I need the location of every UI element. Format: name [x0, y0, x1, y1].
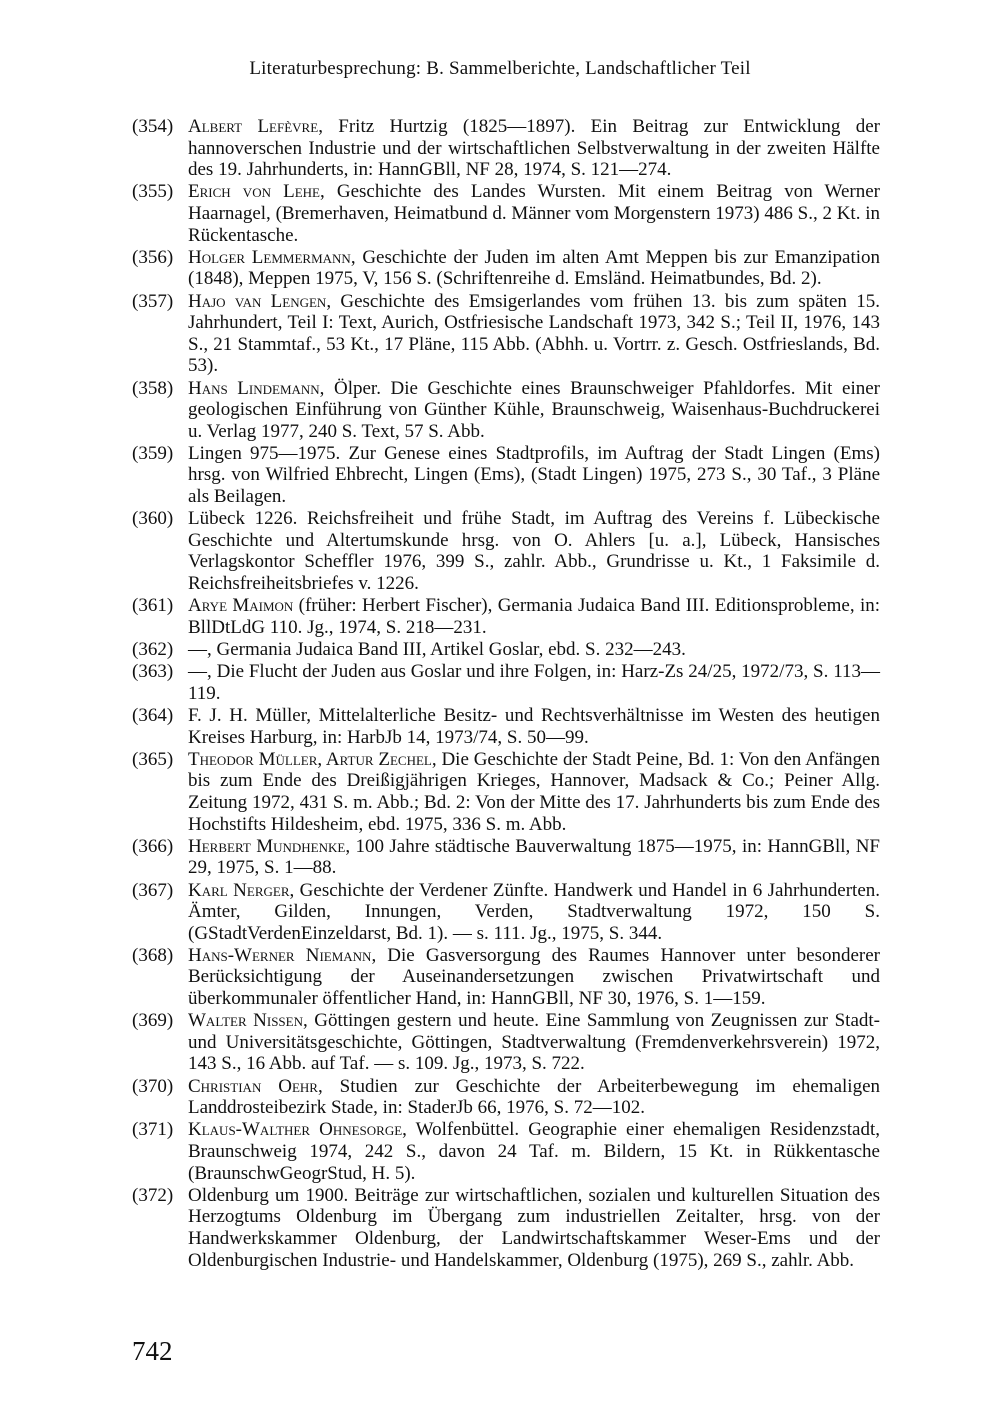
running-header: Literaturbesprechung: B. Sammelberichte, Landschaftlicher Teil — [249, 58, 751, 79]
entry-author: Hans-Werner Niemann — [188, 944, 372, 966]
entry-text: —, Germania Judaica Band III, Artikel Goslar, ebd. S. 232—243. — [188, 639, 686, 660]
entry-author: Herbert Mundhenke — [188, 835, 346, 857]
entry-number: (361) — [132, 595, 174, 617]
entry-text: , Fritz Hurtzig (1825—1897). Ein Beitrag zur Entwicklung der hannoverschen Industrie und der wirtschaftlichen Selbstverwaltung in der zweiten Hälfte des 19. Jahrhunderts, in: HannGBll, NF 28, 1974, S. 121—274. — [188, 116, 880, 181]
entry-number: (367) — [132, 879, 174, 901]
bibliography-entry — [132, 705, 880, 748]
entry-text: (früher: Herbert Fischer), Germania Judaica Band III. Editionsprobleme, in: BllDtLdG 110. Jg., 1974, S. 218—231. — [188, 595, 880, 638]
entry-number: (354) — [132, 116, 174, 137]
entry-author: Karl Nerger — [188, 879, 290, 901]
entry-text: , Geschichte des Emsigerlandes vom frühen 13. bis zum späten 15. Jahrhundert, Teil I: Text, Aurich, Ostfriesische Landschaft 1973, 342 S.; Teil II, 1976, 143 S., 21 Stammtaf., 53 Kt., 17 Pläne, 115 Abb. (Abhh. u. Vortrr. z. Gesch. Ostfrieslands, Bd. 53). — [188, 290, 880, 377]
entry-number: (363) — [132, 661, 174, 683]
entry-author: Holger Lemmermann — [188, 246, 351, 268]
entry-text: Lübeck 1226. Reichsfreiheit und frühe Stadt, im Auftrag des Vereins f. Lübeckische Geschichte und Altertumskunde hrsg. von O. Ahlers [u. a.], Lübeck, Hansisches Verlagskontor Scheffler 1976, 399 S., zahlr. Abb., Grundrisse u. Kt., 1 Faksimile d. Reichsfreiheitsbriefes v. 1226. — [188, 508, 880, 595]
entry-number: (356) — [132, 246, 174, 268]
entry-text: , Die Geschichte der Stadt Peine, Bd. 1: Von den Anfängen bis zum Ende des Dreißigjährigen Krieges, Hannover, Madsack & Co.; Peiner Allg. Zeitung 1972, 431 S. m. Abb.; Bd. 2: Von der Mitte des 17. Jahrhunderts bis zum Ende des Hochstifts Hildesheim, ebd. 1975, 336 S. m. Abb. — [188, 748, 880, 835]
entry-text: , Studien zur Geschichte der Arbeiterbewegung im ehemaligen Landdrosteibezirk Stade, in: StaderJb 66, 1976, S. 72—102. — [188, 1075, 880, 1119]
entry-text: Oldenburg um 1900. Beiträge zur wirtschaftlichen, sozialen und kulturellen Situation des Herzogtums Oldenburg im Übergang zum industriellen Zeitalter, hrsg. von der Handwerkskammer Oldenburg, der Landwirtschaftskammer Weser-Ems und der Oldenburgischen Industrie- und Handelskammer, Oldenburg (1975), 269 S., zahlr. Abb. — [188, 1184, 880, 1271]
entry-number: (369) — [132, 1010, 174, 1032]
bibliography-entry — [132, 1010, 880, 1075]
entry-text: , 100 Jahre städtische Bauverwaltung 1875—1975, in: HannGBll, NF 29, 1975, S. 1—88. — [188, 835, 880, 879]
bibliography-entry — [132, 880, 880, 945]
bibliography-entry — [132, 508, 880, 594]
bibliography-entry — [132, 247, 880, 290]
entry-number: (359) — [132, 442, 174, 464]
bibliography-entry — [132, 945, 880, 1010]
entry-text: , Die Gasversorgung des Raumes Hannover unter besonderer Berücksichtigung der Auseinandersetzungen zwischen Privatwirtschaft und überkommunaler öffentlicher Hand, in: HannGBll, NF 30, 1976, S. 1—159. — [188, 944, 880, 1010]
entry-author: Erich von Lehe — [188, 181, 320, 203]
entry-author: Theodor Müller, Artur Zechel — [188, 748, 432, 770]
entry-number: (358) — [132, 377, 174, 399]
bibliography-entry — [132, 1076, 880, 1119]
bibliography-entry — [132, 181, 880, 246]
entry-number: (362) — [132, 639, 174, 660]
bibliography-entry — [132, 595, 880, 638]
entry-text: —, Die Flucht der Juden aus Goslar und ihre Folgen, in: Harz-Zs 24/25, 1972/73, S. 113—119. — [188, 661, 880, 704]
bibliography-entry — [132, 116, 880, 181]
entry-number: (371) — [132, 1119, 174, 1141]
bibliography-entry — [132, 1185, 880, 1271]
entry-number: (365) — [132, 748, 174, 770]
entry-text: F. J. H. Müller, Mittelalterliche Besitz- und Rechtsverhältnisse im Westen des heutigen Kreises Harburg, in: HarbJb 14, 1973/74, S. 50—99. — [188, 704, 880, 748]
bibliography-entry — [132, 749, 880, 835]
entry-text: , Wolfenbüttel. Geographie einer ehemaligen Residenzstadt, Braunschweig 1974, 242 S., davon 24 Taf. m. Bildern, 15 Kt. in Rükkentasche (BraunschwGeogrStud, H. 5). — [188, 1119, 881, 1184]
entry-author: Hajo van Lengen — [188, 290, 327, 312]
entry-text: , Geschichte der Juden im alten Amt Meppen bis zur Emanzipation (1848), Meppen 1975, V, 156 S. (Schriftenreihe d. Emsländ. Heimatbundes, Bd. 2). — [188, 246, 880, 290]
bibliography-entry — [132, 836, 880, 879]
entry-text: Lingen 975—1975. Zur Genese eines Stadtprofils, im Auftrag der Stadt Lingen (Ems) hrsg. von Wilfried Ehbrecht, Lingen (Ems), (Stadt Lingen) 1975, 273 S., 30 Taf., 3 Pläne als Beilagen. — [188, 442, 880, 508]
entry-number: (364) — [132, 704, 174, 726]
bibliography-entry — [132, 378, 880, 443]
entry-number: (357) — [132, 290, 174, 312]
entry-number: (372) — [132, 1184, 174, 1206]
bibliography-entry — [132, 661, 880, 704]
bibliography-entry — [132, 291, 880, 377]
bibliography-list — [132, 116, 880, 1272]
entry-number: (360) — [132, 508, 174, 530]
entry-text: , Göttingen gestern und heute. Eine Sammlung von Zeugnissen zur Stadt- und Universitätsgeschichte, Göttingen, Stadtverwaltung (Fremdenverkehrsverein) 1972, 143 S., 16 Abb. auf Taf. — s. 109. Jg., 1973, S. 722. — [188, 1010, 880, 1075]
entry-author: Christian Oehr — [188, 1075, 318, 1097]
entry-text: , Geschichte des Landes Wursten. Mit einem Beitrag von Werner Haarnagel, (Bremerhaven, Heimatbund d. Männer vom Morgenstern 1973) 486 S., 2 Kt. in Rückentasche. — [188, 181, 880, 246]
entry-author: Klaus-Walther Ohnesorge — [188, 1119, 403, 1141]
entry-number: (368) — [132, 944, 174, 966]
entry-number: (370) — [132, 1075, 174, 1097]
bibliography-entry — [132, 1119, 880, 1184]
entry-text: , Geschichte der Verdener Zünfte. Handwerk und Handel in 6 Jahrhunderten. Ämter, Gilden, Innungen, Verden, Stadtverwaltung 1972, 150 S. (GStadtVerdenEinzeldarst, Bd. 1). — s. 111. Jg., 1975, S. 344. — [188, 879, 880, 944]
bibliography-entry — [132, 443, 880, 508]
entry-author: Walter Nissen — [188, 1010, 303, 1032]
entry-author: Arye Maimon — [188, 595, 294, 617]
bibliography-entry — [132, 639, 880, 661]
entry-text: , Ölper. Die Geschichte eines Braunschweiger Pfahldorfes. Mit einer geologischen Einführung von Günther Kühle, Braunschweig, Waisenhaus-Buchdruckerei u. Verlag 1977, 240 S. Text, 57 S. Abb. — [188, 377, 880, 442]
entry-number: (355) — [132, 181, 174, 203]
page-number: 742 — [132, 1336, 173, 1366]
entry-number: (366) — [132, 835, 174, 857]
entry-author: Albert Lefèvre — [188, 116, 319, 137]
entry-author: Hans Lindemann — [188, 377, 320, 399]
